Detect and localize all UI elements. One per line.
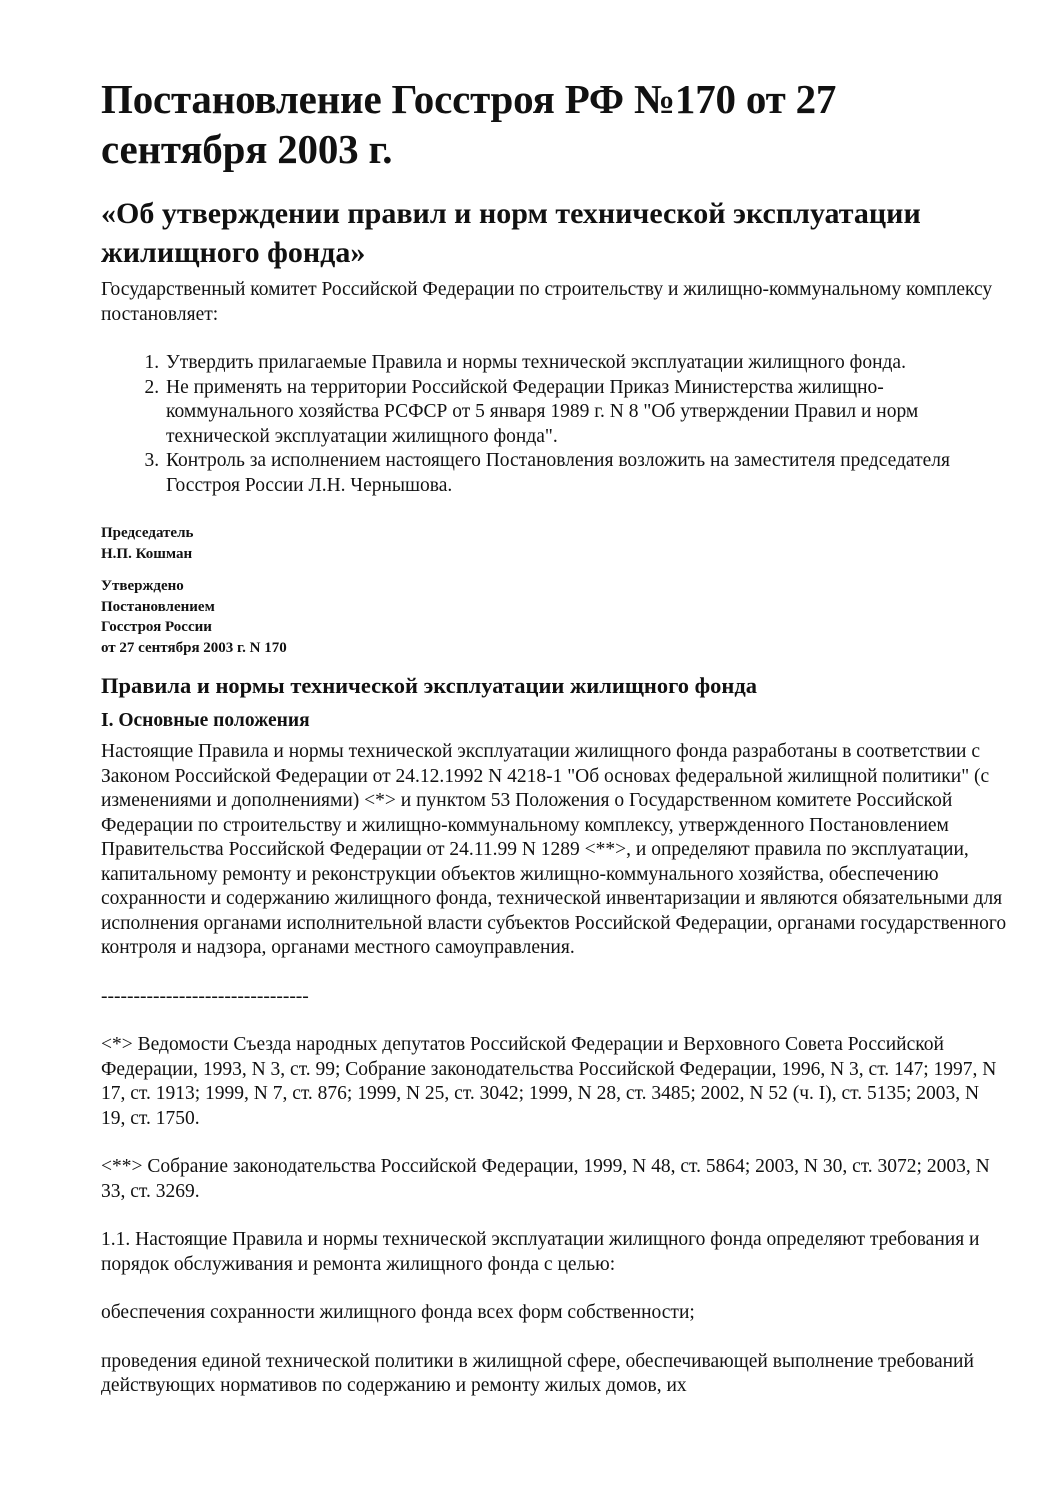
- signature-block: [101, 523, 1008, 564]
- page-subtitle: «Об утверждении правил и норм технической эксплуатации жилищного фонда»: [101, 197, 921, 269]
- approval-line: Утверждено: [101, 578, 184, 594]
- footnote-1: <*> Ведомости Съезда народных депутатов Российской Федерации и Верховного Совета Российской Федерации, 1993, N 3, ст. 99; Собрание законодательства Российской Федерации, 1996, N 3, ст. 147; 1997, N 17, ст. 1913; 1999, N 7, ст. 876; 1999, N 25, ст. 3042; 1999, N 28, ст. 3485; 2002, N 52 (ч. I), ст. 5135; 2003, N 19, ст. 1750.: [101, 1034, 997, 1129]
- approval-line: Постановлением: [101, 598, 215, 615]
- goal-item: обеспечения сохранности жилищного фонда всех форм собственности;: [101, 1302, 695, 1323]
- decree-item: 3. Контроль за исполнением настоящего Постановления возложить на заместителя председателя Госстроя России Л.Н. Чернышова.: [164, 449, 1008, 498]
- approval-line: Госстроя России: [101, 619, 212, 635]
- approval-line: от 27 сентября 2003 г. N 170: [101, 639, 287, 656]
- signature-name: Н.П. Кошман: [101, 545, 193, 562]
- clause-1-1: 1.1. Настоящие Правила и нормы технической эксплуатации жилищного фонда определяют требования и порядок обслуживания и ремонта жилищного фонда с целью:: [101, 1229, 980, 1275]
- footnote-2: <**> Собрание законодательства Российской Федерации, 1999, N 48, ст. 5864; 2003, N 30, ст. 3072; 2003, N 33, ст. 3269.: [101, 1156, 990, 1202]
- goal-item: проведения единой технической политики в жилищной сфере, обеспечивающей выполнение требований действующих нормативов по содержанию и ремонту жилых домов, их: [101, 1350, 974, 1396]
- page-title: Постановление Госстроя РФ №170 от 27 сентября 2003 г.: [101, 76, 837, 172]
- approval-block: [101, 576, 1008, 658]
- decree-item: 2. Не применять на территории Российской Федерации Приказ Министерства жилищно-коммунального хозяйства РСФСР от 5 января 1989 г. N 8 "Об утверждении Правил и норм технической эксплуатации жилищного фонда".: [164, 376, 1008, 450]
- decree-item: 1. Утвердить прилагаемые Правила и нормы технической эксплуатации жилищного фонда.: [164, 351, 1008, 376]
- intro-paragraph: Государственный комитет Российской Федерации по строительству и жилищно-коммунальному комплексу постановляет:: [101, 279, 993, 325]
- rules-title: Правила и нормы технической эксплуатации жилищного фонда: [101, 673, 758, 698]
- section-title: I. Основные положения: [101, 710, 310, 731]
- decree-list: [101, 351, 1008, 498]
- footnote-separator: --------------------------------: [101, 985, 309, 1007]
- signature-position: Председатель: [101, 525, 194, 541]
- main-paragraph: Настоящие Правила и нормы технической эксплуатации жилищного фонда разработаны в соответствии с Законом Российской Федерации от 24.12.1992 N 4218-1 "Об основах федеральной жилищной политики" (с изменениями и дополнениями) <*> и пунктом 53 Положения о Государственном комитете Российской Федерации по строительству и жилищно-коммунальному комплексу, утвержденного Постановлением Правительства Российской Федерации от 24.11.99 N 1289 <**>, и определяют правила по эксплуатации, капитальному ремонту и реконструкции объектов жилищно-коммунального хозяйства, обеспечению сохранности и содержанию жилищного фонда, технической инвентаризации и являются обязательными для исполнения органами исполнительной власти субъектов Российской Федерации, органами государственного контроля и надзора, органами местного самоуправления.: [101, 741, 1007, 958]
